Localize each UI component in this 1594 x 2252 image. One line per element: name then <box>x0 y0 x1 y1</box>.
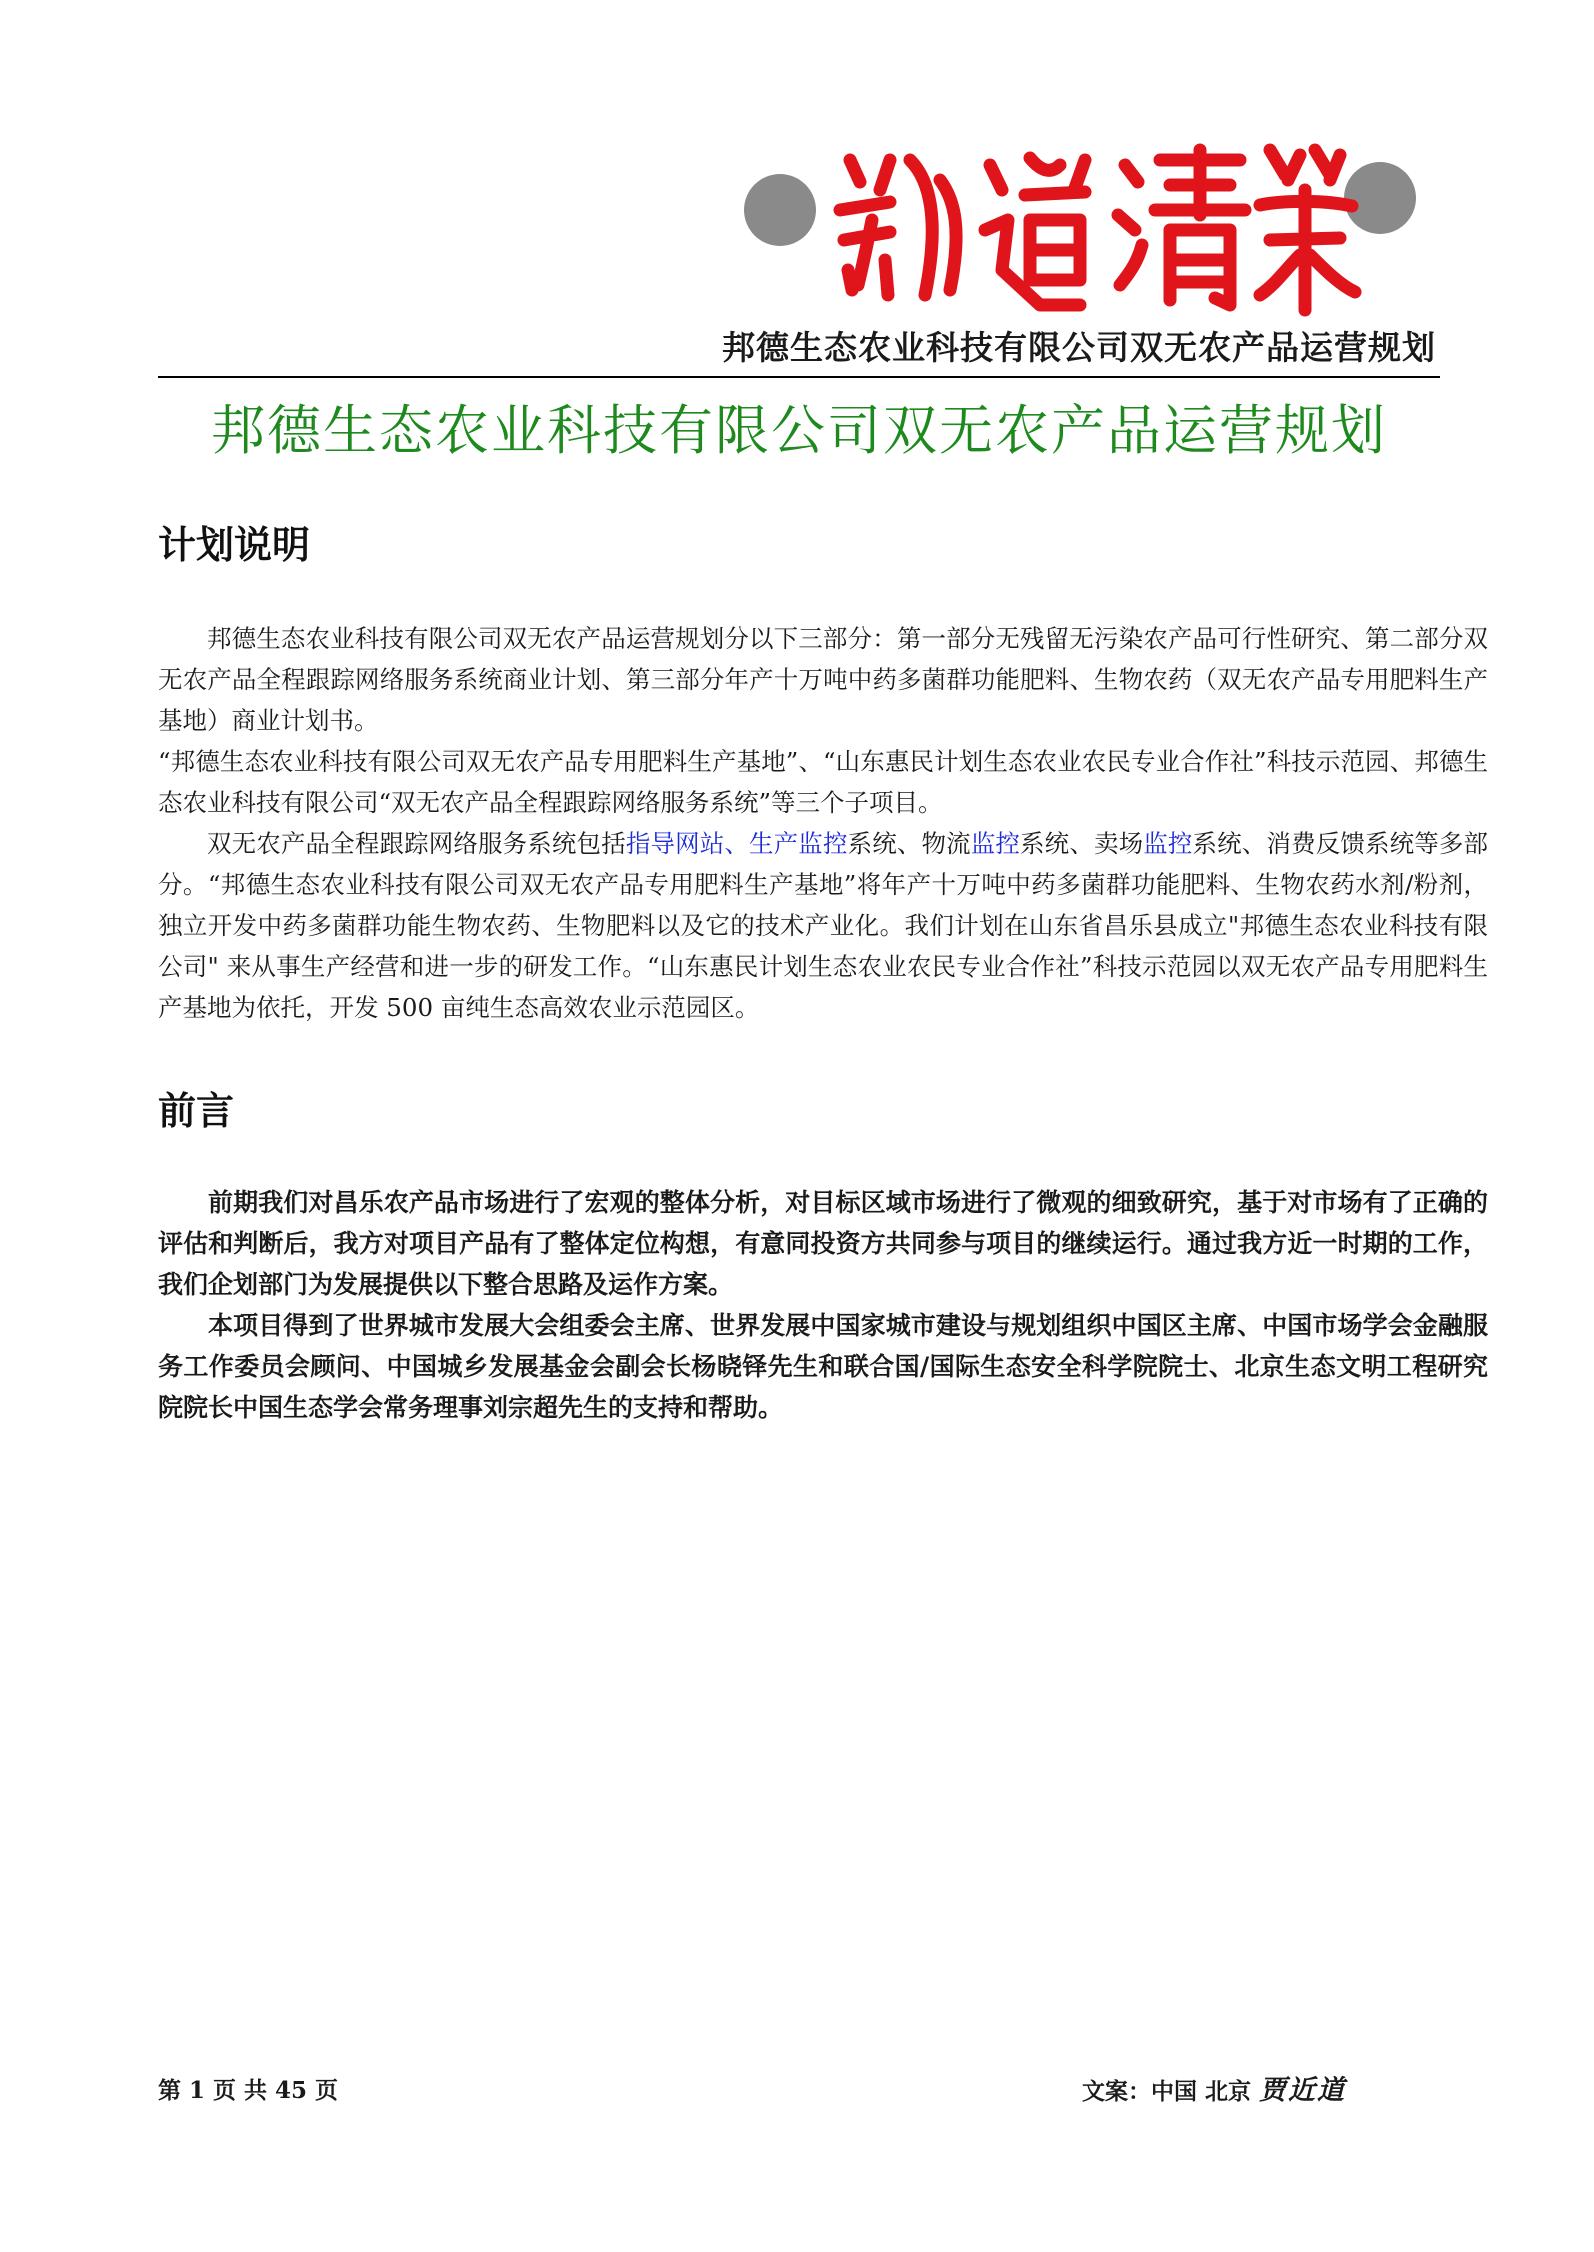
preface-body <box>158 1182 1488 1428</box>
plan-paragraph-1: 邦德生态农业科技有限公司双无农产品运营规划分以下三部分：第一部分无残留无污染农产品可行性研究、第二部分双无农产品全程跟踪网络服务系统商业计划、第三部分年产十万吨中药多菌群功能肥料、生物农药（双无农产品专用肥料生产基地）商业计划书。 <box>158 624 1488 735</box>
plan-paragraph-3 <box>158 823 1488 1028</box>
plan-paragraph-2: “邦德生态农业科技有限公司双无农产品专用肥料生产基地”、“山东惠民计划生态农业农民专业合作社”科技示范园、邦德生态农业科技有限公司“双无农产品全程跟踪网络服务系统”等三个子项目。 <box>158 747 1488 817</box>
page-number: 第 1 页 共 45 页 <box>158 2077 339 2104</box>
seal-glyph-3 <box>1118 150 1245 305</box>
link-guide-website[interactable]: 指导网站、生产监控 <box>625 829 848 858</box>
link-store-monitoring[interactable]: 监控 <box>1143 829 1193 858</box>
header-title: 邦德生态农业科技有限公司双无农产品运营规划 <box>722 328 1436 367</box>
plan-p3-text-2: 系统、物流 <box>847 829 971 858</box>
seal-glyph-4 <box>1260 150 1355 310</box>
document-title: 邦德生态农业科技有限公司双无农产品运营规划 <box>211 399 1387 462</box>
seal-glyph-1 <box>840 160 956 295</box>
seal-logo <box>740 120 1420 320</box>
author-signature: 贾近道 <box>1259 2075 1347 2106</box>
plan-p3-text-4: 系统、消费反馈系统等多部分。“邦德生态农业科技有限公司双无农产品专用肥料生产基地”将年产十万吨中药多菌群功能肥料、生物农药水剂/粉剂，独立开发中药多菌群功能生物农药、生物肥料以及它的技术产业化。我们计划在山东省昌乐县成立"邦德生态农业科技有限公司" 来从事生产经营和进一步的研发工作。“山东惠民计划生态农业农民专业合作社”科技示范园以双无农产品专用肥料生产基地为依托，开发 500 亩纯生态高效农业示范园区。 <box>158 829 1489 1022</box>
right-dot-icon <box>1344 162 1416 234</box>
seal-glyph-2 <box>985 158 1085 305</box>
plan-body <box>158 618 1488 1028</box>
preface-paragraph-1: 前期我们对昌乐农产品市场进行了宏观的整体分析，对目标区域市场进行了微观的细致研究，基于对市场有了正确的评估和判断后，我方对项目产品有了整体定位构想，有意同投资方共同参与项目的继续运行。通过我方近一时期的工作，我们企划部门为发展提供以下整合思路及运作方案。 <box>158 1188 1488 1299</box>
header-divider <box>158 376 1440 378</box>
plan-p3-text-3: 系统、卖场 <box>1020 829 1144 858</box>
footer-credit <box>1082 2068 1346 2107</box>
section-heading-preface: 前言 <box>158 1089 235 1133</box>
section-heading-plan: 计划说明 <box>158 523 311 567</box>
left-dot-icon <box>744 174 816 246</box>
plan-p3-text-1: 双无农产品全程跟踪网络服务系统包括 <box>207 829 626 858</box>
credit-label: 文案：中国 北京 <box>1082 2078 1252 2105</box>
preface-paragraph-2: 本项目得到了世界城市发展大会组委会主席、世界发展中国家城市建设与规划组织中国区主席、中国市场学会金融服务工作委员会顾问、中国城乡发展基金会副会长杨晓铎先生和联合国/国际生态安全科学院院士、北京生态文明工程研究院院长中国生态学会常务理事刘宗超先生的支持和帮助。 <box>158 1311 1488 1422</box>
link-logistics-monitoring[interactable]: 监控 <box>970 829 1021 858</box>
